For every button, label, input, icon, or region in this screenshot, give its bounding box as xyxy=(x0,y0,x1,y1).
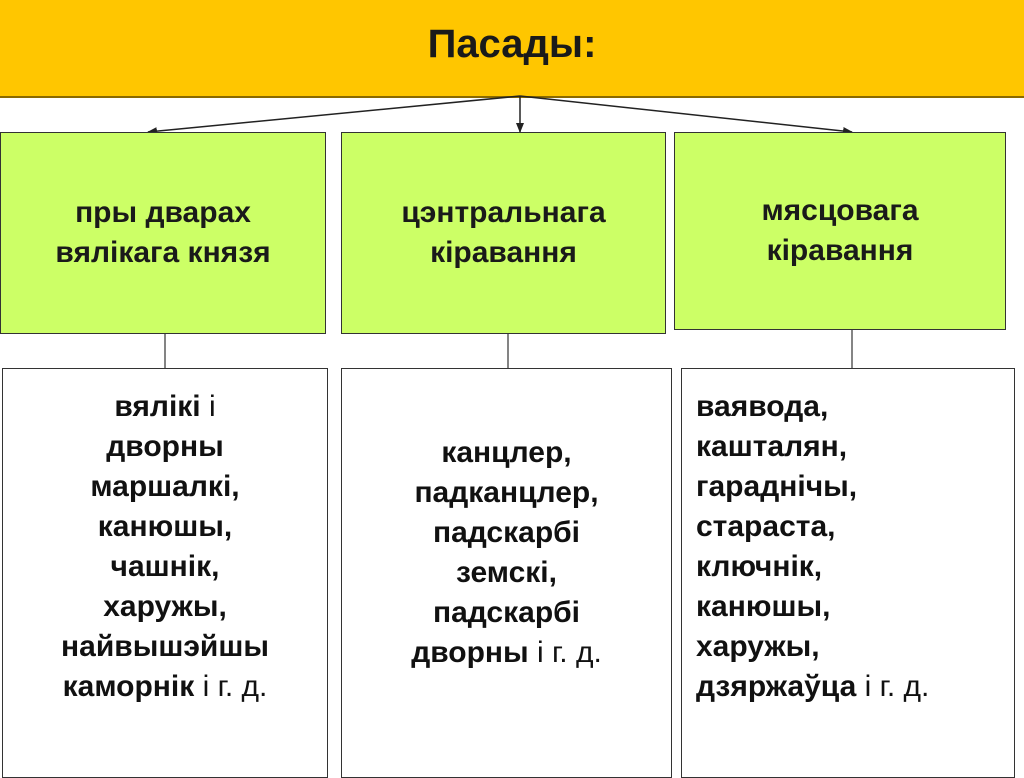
central-officials-list xyxy=(341,368,672,778)
list-item: дворны і г. д. xyxy=(411,636,602,669)
list-suffix: і г. д. xyxy=(528,636,602,669)
list-item: падканцлер, xyxy=(414,476,599,509)
list-item: дворны xyxy=(106,430,224,463)
list-item: канюшы, xyxy=(97,510,233,543)
category-central-label: цэнтральнага кіравання xyxy=(401,195,606,269)
list-item: ваявода, xyxy=(696,390,829,423)
list-suffix: і xyxy=(200,390,216,423)
list-item: вялікі і xyxy=(114,390,216,423)
list-item: найвышэйшы xyxy=(61,630,269,663)
list-item: кашталян, xyxy=(696,430,848,463)
list-item: падскарбі xyxy=(432,516,581,549)
list-suffix: і г. д. xyxy=(194,670,268,703)
list-suffix: і г. д. xyxy=(856,670,930,703)
arrow-to-court xyxy=(148,96,520,132)
list-item: стараста, xyxy=(696,510,836,543)
arrow-to-local xyxy=(520,96,852,132)
list-item: гараднічы, xyxy=(696,470,858,503)
list-item: харужы, xyxy=(696,630,820,663)
list-item: каморнік і г. д. xyxy=(62,670,268,703)
category-court-label: пры дварах вялікага князя xyxy=(55,195,271,269)
list-item: земскі, xyxy=(456,556,557,589)
list-item: ключнік, xyxy=(696,550,823,583)
court-officials-list xyxy=(2,368,328,778)
category-central xyxy=(341,132,666,334)
category-local xyxy=(674,132,1006,330)
local-officials-list xyxy=(681,368,1015,778)
list-item: чашнік, xyxy=(110,550,220,583)
list-item: дзяржаўца і г. д. xyxy=(696,670,930,703)
list-item: харужы, xyxy=(103,590,227,623)
list-item: канцлер, xyxy=(441,436,572,469)
category-court xyxy=(0,132,326,334)
category-local-label: мясцовага кіравання xyxy=(761,193,919,267)
list-item: канюшы, xyxy=(696,590,831,623)
list-item: падскарбі xyxy=(432,596,581,629)
page-title: Пасады: xyxy=(427,21,597,66)
list-item: маршалкі, xyxy=(90,470,240,503)
